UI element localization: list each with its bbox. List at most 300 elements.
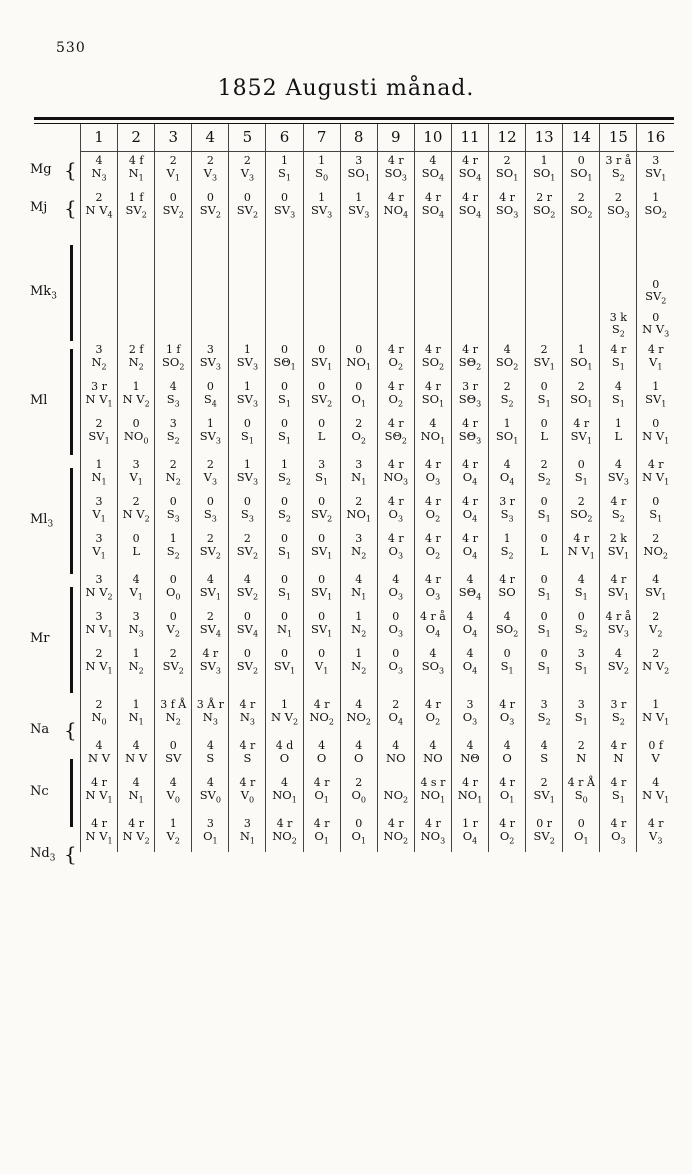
- cell-force-main: 0: [132, 532, 140, 545]
- table-cell: [118, 774, 155, 811]
- table-cell: [303, 378, 340, 415]
- cell-wind-main: $S_3$: [240, 506, 254, 523]
- table-cell: [563, 456, 600, 493]
- cell-wind-main: $O_3$: [425, 469, 441, 486]
- cell-wind-main: $N_3$: [91, 165, 107, 182]
- table-cell: [303, 189, 340, 226]
- cell-force-main: 4: [281, 776, 289, 789]
- table-cell: [414, 415, 451, 452]
- table-cell: [377, 530, 414, 567]
- table-cell: [229, 737, 266, 774]
- cell-wind-main: $NO_3$: [420, 828, 446, 845]
- cell-force-main: 3: [577, 698, 585, 711]
- table-cell: [377, 696, 414, 733]
- table-cell: [600, 608, 637, 645]
- cell-force-main: 0: [540, 495, 548, 508]
- cell-wind-main: $SV_3$: [236, 391, 259, 408]
- cell-wind-main: $S_1$: [537, 391, 551, 408]
- table-cell: [526, 737, 563, 774]
- cell-force-main: 2: [169, 647, 177, 660]
- table-row: [81, 737, 675, 774]
- cell-force-main: 2: [132, 495, 140, 508]
- gap-cell: [229, 226, 266, 238]
- row-group-label: Mr: [30, 631, 50, 646]
- cell-force-main: 3: [243, 817, 251, 830]
- gap-cell: [192, 682, 229, 696]
- table-cell: [229, 238, 266, 341]
- gap-cell: [414, 682, 451, 696]
- cell-wind-main: $NO_1$: [346, 506, 371, 523]
- cell-wind-main: $O_4$: [462, 621, 478, 638]
- table-cell: [266, 152, 303, 190]
- table-cell: [192, 238, 229, 341]
- table-cell: [192, 645, 229, 682]
- cell-force-main: 2: [206, 532, 214, 545]
- table-cell: [266, 815, 303, 852]
- table-cell: [303, 152, 340, 190]
- table-cell: [266, 737, 303, 774]
- cell-force-main: 1: [169, 532, 177, 545]
- cell-force-main: 3: [132, 610, 140, 623]
- table-cell: [600, 238, 637, 341]
- cell-wind-main: O: [502, 750, 512, 765]
- cell-wind-main: $NO_2$: [346, 709, 371, 726]
- table-cell: [118, 608, 155, 645]
- table-cell: [637, 608, 674, 645]
- cell-wind-main: L: [540, 543, 548, 558]
- cell-force-main: 4: [503, 343, 511, 356]
- row-group-label: $Nd_3$: [30, 846, 56, 864]
- cell-force-main: 3: [95, 610, 103, 623]
- cell-wind-main: $NO_1$: [272, 787, 297, 804]
- cell-wind-main: [134, 327, 138, 339]
- cell-force-main: 1: [577, 343, 585, 356]
- table-cell: [192, 152, 229, 190]
- cell-wind-main: $SO_1$: [495, 428, 519, 445]
- cell-force-main: 2: [503, 380, 511, 393]
- row-group-label: Nc: [30, 784, 49, 799]
- table-cell: [637, 238, 674, 341]
- cell-wind-main: $S_1$: [649, 506, 663, 523]
- table-cell: [377, 815, 414, 852]
- table-cell: [489, 415, 526, 452]
- cell-wind-main: $SV_3$: [236, 469, 259, 486]
- cell-wind-main: $O_2$: [499, 828, 515, 845]
- table-cell: [303, 696, 340, 733]
- table-cell: [303, 774, 340, 811]
- cell-force-main: 3: [355, 154, 363, 167]
- cell-wind-main: $O_4$: [462, 543, 478, 560]
- cell-wind-main: $O_4$: [388, 709, 404, 726]
- page-title: 1852 Augusti månad.: [217, 76, 475, 101]
- cell-wind-main: $O_4$: [462, 469, 478, 486]
- cell-force-main: 4 r: [313, 817, 330, 830]
- cell-force-main: 4: [206, 573, 214, 586]
- table-cell: [229, 774, 266, 811]
- cell-wind-main: $S_1$: [611, 354, 625, 371]
- table-cell: [340, 152, 377, 190]
- cell-force-main: 2: [577, 191, 585, 204]
- table-cell: [526, 152, 563, 190]
- cell-wind-main: $NO_2$: [309, 709, 334, 726]
- cell-force-main: 0: [206, 495, 214, 508]
- table-cell: [340, 341, 377, 378]
- table-cell: [118, 645, 155, 682]
- cell-force-main: 3 Å r: [196, 698, 224, 711]
- table-cell: [266, 238, 303, 341]
- cell-force-main: 4 r: [573, 532, 590, 545]
- table-cell: [340, 378, 377, 415]
- cell-force-main: 4: [132, 739, 140, 752]
- table-cell: [266, 189, 303, 226]
- cell-wind-main: $V_1$: [314, 658, 329, 675]
- cell-force-main: 4 r å: [419, 610, 446, 623]
- cell-wind-a: $SV_2$: [645, 289, 667, 306]
- cell-wind-main: $O_3$: [388, 621, 404, 638]
- cell-force-main: 4 r: [499, 776, 515, 789]
- cell-force-main: 0: [132, 417, 140, 430]
- cell-force-main: 4 r: [647, 817, 664, 830]
- cell-wind-main: $S_1$: [500, 658, 514, 675]
- table-cell: [266, 378, 303, 415]
- cell-force-main: 4: [429, 647, 437, 660]
- cell-wind-main: $S_3$: [203, 506, 217, 523]
- cell-wind-main: $SO_2$: [162, 354, 185, 371]
- cell-wind-main: N: [613, 750, 624, 765]
- cell-force-main: 1 f: [128, 191, 144, 204]
- column-header: 13: [526, 124, 563, 152]
- cell-force-main: 2: [243, 532, 251, 545]
- table-cell: [489, 341, 526, 378]
- table-cell: [266, 774, 303, 811]
- cell-wind-main: $SO_1$: [570, 354, 593, 371]
- row-group-label: $Mk_3$: [30, 284, 57, 302]
- cell-wind-main: V: [651, 750, 660, 765]
- table-cell: [340, 645, 377, 682]
- cell-force-main: 4 r: [239, 776, 256, 789]
- row-group-label: Na: [30, 722, 50, 737]
- cell-force-main: 4 r: [387, 532, 404, 545]
- cell-wind-main: $N_3$: [202, 709, 218, 726]
- cell-force-main: 1: [132, 698, 140, 711]
- cell-force-main: 4 r: [462, 458, 478, 471]
- table-cell: [526, 238, 563, 341]
- table-cell: [155, 493, 192, 530]
- table-cell: [377, 238, 414, 341]
- cell-wind-main: $V_2$: [649, 621, 663, 638]
- table-cell: [118, 378, 155, 415]
- cell-force-main: 3: [540, 698, 548, 711]
- cell-wind-main: $NO_3$: [383, 469, 409, 486]
- cell-wind-main: $O_2$: [425, 543, 441, 560]
- cell-wind-main: $SV_4$: [236, 621, 259, 638]
- cell-force-main: 1: [95, 458, 103, 471]
- gap-cell: [81, 226, 118, 238]
- table-cell: [155, 152, 192, 190]
- cell-force-main: 0: [577, 817, 585, 830]
- table-cell: [266, 571, 303, 608]
- cell-wind-main: $SV_3$: [236, 354, 259, 371]
- cell-wind-main: $V_3$: [203, 469, 218, 486]
- cell-force-main: 3: [355, 458, 363, 471]
- cell-force-main: 0: [169, 573, 177, 586]
- cell-force-main: 4 r: [425, 343, 441, 356]
- cell-force-main: 4: [132, 573, 140, 586]
- cell-wind-main: $V_1$: [129, 584, 143, 601]
- cell-force-main: 0: [318, 573, 326, 586]
- cell-force-main: 4 r: [387, 495, 404, 508]
- cell-wind-main: $V_1$: [649, 354, 663, 371]
- cell-force-main: 4: [206, 776, 214, 789]
- cell-force-main: 0: [503, 647, 511, 660]
- group-brace: {: [64, 196, 77, 220]
- cell-force-main: 2: [95, 417, 103, 430]
- table-cell: [600, 415, 637, 452]
- cell-force-main: 3: [95, 532, 103, 545]
- table-cell: [377, 152, 414, 190]
- cell-wind-main: $N_2$: [351, 658, 367, 675]
- cell-force-main: 3 k: [609, 310, 627, 324]
- cell-force-main: 4: [355, 573, 363, 586]
- cell-wind-main: $SV_3$: [273, 202, 296, 219]
- cell-wind-main: $O_1$: [351, 828, 366, 845]
- cell-force-main: 2: [355, 417, 363, 430]
- cell-force-main: 4 r: [425, 458, 441, 471]
- gap-cell: [414, 226, 451, 238]
- table-cell: [377, 493, 414, 530]
- table-cell: [340, 737, 377, 774]
- cell-wind-main: N $V_1$: [85, 658, 113, 675]
- table-cell: [489, 238, 526, 341]
- gap-cell: [303, 226, 340, 238]
- table-cell: [451, 238, 488, 341]
- cell-force-main: 1: [281, 154, 289, 167]
- cell-wind-main: N $V_4$: [85, 202, 113, 219]
- cell-wind-main: $SV_1$: [310, 621, 333, 638]
- cell-wind-main: $N_1$: [128, 165, 144, 182]
- cell-wind-main: N V: [125, 750, 148, 765]
- cell-wind-main: $S_0$: [315, 165, 329, 182]
- table-cell: [563, 189, 600, 226]
- table-cell: [118, 571, 155, 608]
- cell-wind-main: $SO_1$: [421, 391, 445, 408]
- table-cell: [637, 571, 674, 608]
- table-row: [81, 341, 675, 378]
- cell-force-main: 1: [281, 698, 289, 711]
- cell-force-main: 4 r: [462, 495, 478, 508]
- cell-force-main: 3: [318, 458, 326, 471]
- column-header: 4: [192, 124, 229, 152]
- cell-force-main: 2: [206, 610, 214, 623]
- cell-wind-main: N $V_2$: [642, 658, 670, 675]
- gap-cell: [451, 682, 488, 696]
- table-cell: [414, 737, 451, 774]
- table-row: [81, 493, 675, 530]
- cell-wind-main: $S_1$: [537, 506, 551, 523]
- cell-wind-main: $O_3$: [425, 584, 441, 601]
- table-cell: [118, 737, 155, 774]
- cell-force-main: 4 r: [387, 191, 404, 204]
- table-cell: [81, 415, 118, 452]
- cell-wind-main: $SV_1$: [570, 428, 592, 445]
- table-cell: [377, 571, 414, 608]
- cell-force-main: 0: [540, 647, 548, 660]
- cell-force-main: 0: [206, 191, 214, 204]
- cell-force-main: 0: [243, 191, 251, 204]
- column-header: 1: [81, 124, 118, 152]
- cell-wind-main: L: [540, 428, 548, 443]
- cell-wind-main: $V_0$: [240, 787, 255, 804]
- cell-wind-main: $S_1$: [574, 469, 588, 486]
- cell-wind-main: $S_1$: [611, 391, 625, 408]
- cell-wind-main: $V_3$: [240, 165, 255, 182]
- cell-wind-main: $N_1$: [351, 469, 367, 486]
- table-cell: [414, 696, 451, 733]
- cell-force-main: 4 r: [647, 458, 664, 471]
- cell-wind-main: $N_1$: [239, 828, 255, 845]
- table-cell: [377, 456, 414, 493]
- cell-wind-main: $SV_3$: [199, 658, 221, 675]
- cell-wind-main: [468, 327, 472, 339]
- table-cell: [266, 645, 303, 682]
- table-cell: [155, 774, 192, 811]
- table-cell: [303, 571, 340, 608]
- cell-force-main: 4 r: [425, 191, 441, 204]
- cell-wind-main: $SO_4$: [421, 202, 445, 219]
- cell-force-main: 2: [503, 154, 511, 167]
- cell-wind-main: $S_1$: [574, 709, 588, 726]
- cell-force-main: 4: [466, 610, 474, 623]
- cell-wind-main: $S_1$: [278, 428, 291, 445]
- cell-wind-main: $S_2$: [500, 543, 514, 560]
- table-cell: [526, 774, 563, 811]
- table-cell: [192, 530, 229, 567]
- table-cell: [192, 456, 229, 493]
- cell-force-main: 1: [132, 380, 140, 393]
- cell-wind-main: $SV_3$: [607, 621, 629, 638]
- table-cell: [155, 238, 192, 341]
- table-cell: [229, 152, 266, 190]
- cell-force-main: 2: [540, 458, 548, 471]
- cell-wind-main: $O_1$: [314, 787, 329, 804]
- cell-wind-main: $SV_1$: [645, 391, 667, 408]
- table-cell: [81, 238, 118, 341]
- cell-force-main: 4 r: [91, 776, 107, 789]
- cell-wind-main: $O_2$: [351, 428, 366, 445]
- cell-wind-main: $S_1$: [278, 391, 291, 408]
- table-cell: [526, 815, 563, 852]
- table-cell: [451, 493, 488, 530]
- cell-wind-main: $NO_2$: [383, 787, 409, 804]
- table-cell: [81, 530, 118, 567]
- cell-wind-main: N $V_2$: [122, 506, 150, 523]
- cell-force-main: 4 r: [276, 817, 293, 830]
- cell-force-main: 4: [503, 739, 511, 752]
- cell-wind-main: $SV_2$: [310, 391, 333, 408]
- cell-force-main: 0: [281, 647, 289, 660]
- table-cell: [489, 737, 526, 774]
- cell-force-main: 3: [169, 417, 177, 430]
- gap-cell: [489, 682, 526, 696]
- table-cell: [414, 645, 451, 682]
- table-cell: [118, 189, 155, 226]
- cell-force-main: 0: [318, 343, 326, 356]
- cell-wind-main: $SV_2$: [310, 506, 333, 523]
- cell-force-main: 3: [95, 495, 103, 508]
- column-header: 6: [266, 124, 303, 152]
- cell-wind-main: $NO_1$: [457, 787, 483, 804]
- cell-force-main: 0: [318, 610, 326, 623]
- cell-force-main: 4 r: [239, 698, 256, 711]
- cell-force-main: 1: [355, 191, 363, 204]
- cell-wind-main: $SO_2$: [495, 621, 519, 638]
- table-cell: [600, 456, 637, 493]
- cell-wind-main: N $V_2$: [122, 828, 150, 845]
- cell-wind-main: $O_3$: [462, 709, 478, 726]
- column-header: 16: [637, 124, 674, 152]
- gap-cell: [266, 226, 303, 238]
- cell-wind-main: $SV_3$: [310, 202, 333, 219]
- table-row: [81, 774, 675, 811]
- cell-wind-main: $N_1$: [128, 709, 144, 726]
- table-cell: [266, 696, 303, 733]
- cell-wind-main: $S_0$: [574, 787, 588, 804]
- table-cell: [451, 189, 488, 226]
- row-group-label: $Ml_3$: [30, 512, 54, 530]
- cell-force-main: 3 r: [462, 380, 478, 393]
- cell-wind-main: $SV_2$: [162, 658, 184, 675]
- table-cell: [526, 189, 563, 226]
- cell-wind-main: $SV_2$: [199, 543, 221, 560]
- cell-wind-main: $V_3$: [203, 165, 218, 182]
- cell-force-main: 4 r: [387, 417, 404, 430]
- cell-wind-main: $O_2$: [388, 391, 404, 408]
- table-cell: [600, 378, 637, 415]
- table-cell: [377, 737, 414, 774]
- cell-wind-main: $SO_1$: [495, 165, 519, 182]
- cell-force-main: 0: [281, 573, 289, 586]
- cell-wind-main: $V_1$: [129, 469, 143, 486]
- table-cell: [340, 238, 377, 341]
- cell-wind-main: $S_1$: [240, 428, 254, 445]
- table-cell: [563, 152, 600, 190]
- table-row: [81, 815, 675, 852]
- cell-wind-main: $V_1$: [166, 165, 180, 182]
- cell-force-main: 4 r: [202, 647, 219, 660]
- cell-force-main: 0 r: [536, 817, 553, 830]
- table-cell: [563, 530, 600, 567]
- table-cell: [451, 415, 488, 452]
- cell-wind-main: $S_1$: [278, 165, 291, 182]
- table-cell: [81, 737, 118, 774]
- cell-force-main: 4: [392, 573, 400, 586]
- group-brace: [70, 759, 73, 827]
- table-cell: [489, 571, 526, 608]
- cell-wind-main: N $V_2$: [270, 709, 299, 726]
- cell-wind-main: N: [576, 750, 587, 765]
- table-cell: [526, 378, 563, 415]
- cell-wind-main: $S_1$: [537, 584, 551, 601]
- cell-force-main: 1: [132, 647, 140, 660]
- cell-force-main: 0: [392, 647, 400, 660]
- cell-force-main: 0: [243, 417, 251, 430]
- cell-force-main: 3 f Å: [160, 698, 187, 711]
- cell-force-main: 0: [577, 154, 585, 167]
- table-cell: [637, 456, 674, 493]
- cell-force-main: 2: [540, 776, 548, 789]
- cell-wind-main: $SV_1$: [199, 584, 221, 601]
- cell-wind-main: $N_2$: [128, 354, 144, 371]
